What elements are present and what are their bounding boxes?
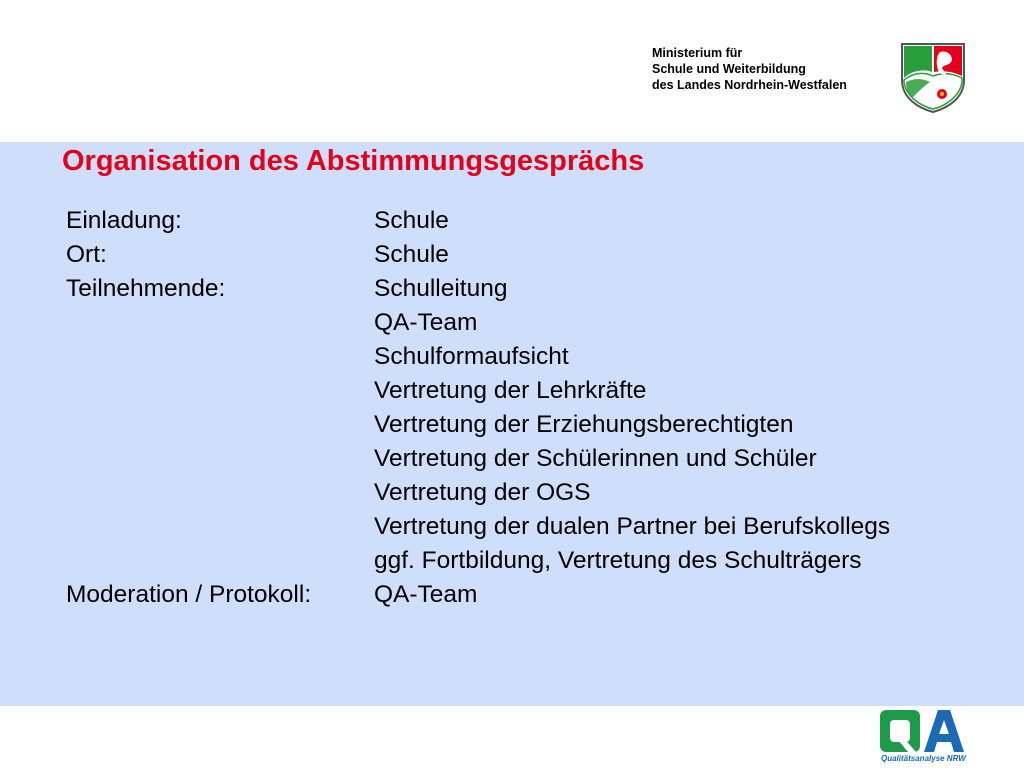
row-value: ggf. Fortbildung, Vertretung des Schulträgers [374, 547, 862, 574]
organisation-list [66, 204, 890, 612]
row-value: Schule [374, 241, 449, 268]
list-row [66, 306, 890, 340]
row-value: QA-Team [374, 581, 478, 608]
list-row [66, 578, 890, 612]
list-row [66, 340, 890, 374]
row-value: Vertretung der Schülerinnen und Schüler [374, 445, 817, 472]
row-value: Vertretung der Lehrkräfte [374, 377, 647, 404]
list-row [66, 238, 890, 272]
ministry-line-3: des Landes Nordrhein-Westfalen [652, 78, 847, 92]
page-title: Organisation des Abstimmungsgesprächs [62, 145, 645, 177]
row-value: Vertretung der OGS [374, 479, 591, 506]
ministry-name [652, 45, 847, 93]
row-value: Schulformaufsicht [374, 343, 569, 370]
row-label: Moderation / Protokoll: [66, 581, 312, 608]
list-row [66, 408, 890, 442]
row-label: Einladung: [66, 207, 182, 234]
row-label: Ort: [66, 241, 107, 268]
ministry-line-1: Ministerium für [652, 46, 743, 60]
nrw-coat-of-arms-icon [900, 42, 966, 114]
row-value: Schulleitung [374, 275, 508, 302]
list-row [66, 544, 890, 578]
row-value: Vertretung der dualen Partner bei Berufskollegs [374, 513, 891, 540]
qa-logo-caption: Qualitätsanalyse NRW [881, 754, 966, 763]
list-row [66, 510, 890, 544]
list-row [66, 476, 890, 510]
row-value: Vertretung der Erziehungsberechtigten [374, 411, 794, 438]
list-row [66, 442, 890, 476]
list-row [66, 374, 890, 408]
row-value: QA-Team [374, 309, 478, 336]
list-row [66, 272, 890, 306]
row-label: Teilnehmende: [66, 275, 226, 302]
row-value: Schule [374, 207, 449, 234]
ministry-line-2: Schule und Weiterbildung [652, 62, 806, 76]
list-row [66, 204, 890, 238]
